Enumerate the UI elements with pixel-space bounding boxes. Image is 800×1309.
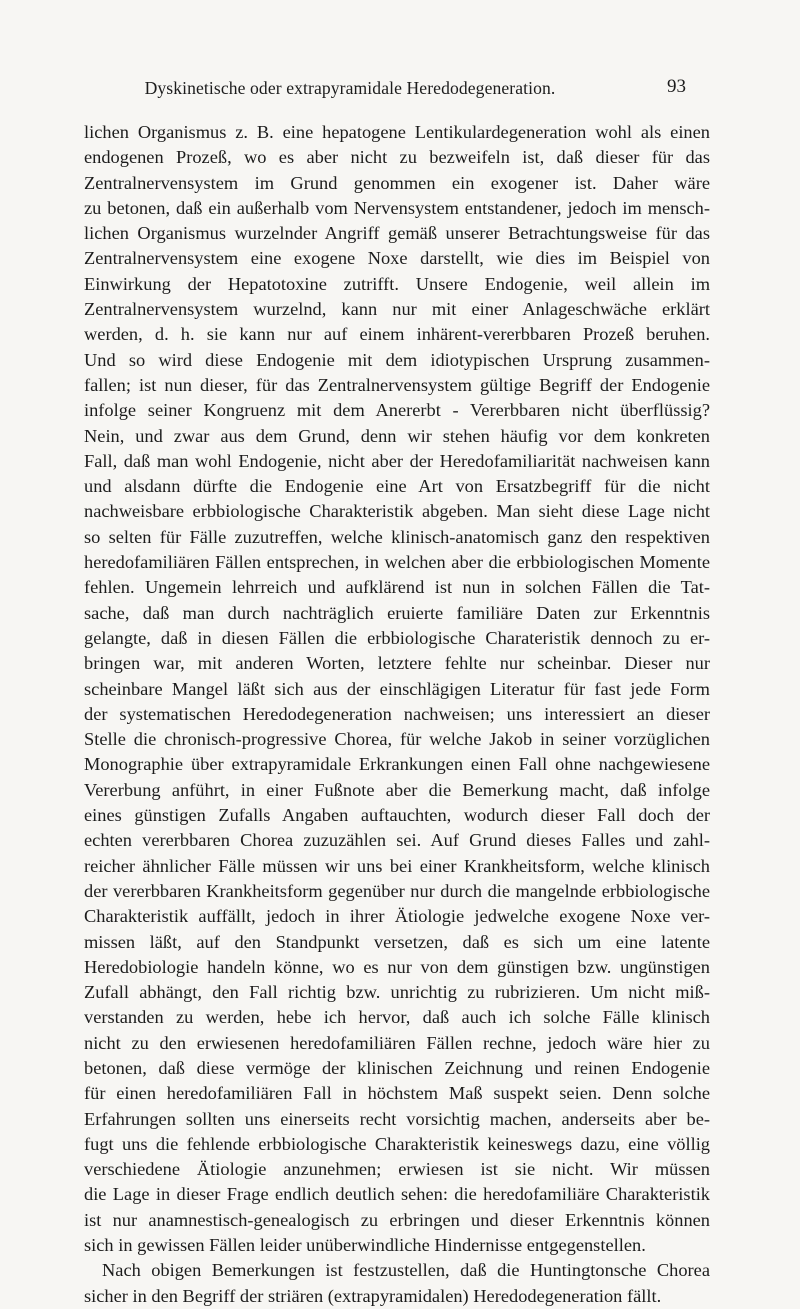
- text-line: eines günstigen Zufalls Angaben auftauchten, wodurch dieser Fall doch der: [84, 805, 710, 826]
- text-line: zu betonen, daß ein außerhalb vom Nervensystem entstandener, jedoch im mensch-: [84, 197, 710, 218]
- text-line: Zufall abhängt, den Fall richtig bzw. unrichtig zu rubrizieren. Um nicht miß-: [84, 982, 710, 1003]
- text-line: scheinbare Mangel läßt sich aus der einschlägigen Literatur für fast jede Form: [84, 678, 710, 699]
- text-line: Nach obigen Bemerkungen ist festzustellen, daß die Huntingtonsche Chorea: [102, 1260, 710, 1281]
- text-line: Monographie über extrapyramidale Erkrankungen einen Fall ohne nachgewiesene: [84, 754, 710, 775]
- text-line: lichen Organismus z. B. eine hepatogene Lentikulardegeneration wohl als einen: [84, 122, 710, 142]
- running-title: Dyskinetische oder extrapyramidale Heredodegeneration.: [144, 78, 556, 98]
- text-line: Einwirkung der Hepatotoxine zutrifft. Unsere Endogenie, weil allein im: [84, 273, 710, 294]
- text-line: lichen Organismus wurzelnder Angriff gemäß unserer Betrachtungsweise für das: [84, 223, 710, 244]
- text-line: Fall, daß man wohl Endogenie, nicht aber der Heredofamiliarität nachweisen kann: [84, 450, 710, 471]
- text-line: Charakteristik auffällt, jedoch in ihrer Ätiologie jedwelche exogene Noxe ver-: [84, 906, 710, 927]
- text-line: echten vererbbaren Chorea zuzuzählen sei. Auf Grund dieses Falles und zahl-: [84, 830, 710, 851]
- text-line: und alsdann dürfte die Endogenie eine Art von Ersatzbegriff für die nicht: [84, 476, 710, 497]
- text-line: Nein, und zwar aus dem Grund, denn wir stehen häufig vor dem konkreten: [84, 425, 710, 446]
- text-line: werden, d. h. sie kann nur auf einem inhärent-vererbbaren Prozeß beruhen.: [84, 324, 710, 345]
- text-line: verschiedene Ätiologie anzunehmen; erwiesen ist sie nicht. Wir müssen: [84, 1159, 710, 1180]
- text-line: fugt uns die fehlende erbbiologische Charakteristik keineswegs dazu, eine völlig: [84, 1133, 710, 1154]
- text-line: fallen; ist nun dieser, für das Zentralnervensystem gültige Begriff der Endogenie: [84, 374, 710, 395]
- text-line: der systematischen Heredodegeneration nachweisen; uns interessiert an dieser: [84, 703, 710, 724]
- text-line: die Lage in dieser Frage endlich deutlich sehen: die heredofamiliäre Charakteristik: [84, 1184, 710, 1205]
- text-line: gelangte, daß in diesen Fällen die erbbiologische Charateristik dennoch zu er-: [84, 627, 710, 648]
- text-line: bringen war, mit anderen Worten, letztere fehlte nur scheinbar. Dieser nur: [84, 653, 710, 674]
- text-line: infolge seiner Kongruenz mit dem Anererbt - Vererbbaren nicht überflüssig?: [84, 400, 710, 421]
- text-line: Heredobiologie handeln könne, wo es nur von dem günstigen bzw. ungünstigen: [84, 956, 710, 977]
- text-line: so selten für Fälle zuzutreffen, welche klinisch-anatomisch ganz den respektiven: [84, 526, 710, 547]
- text-line: reicher ähnlicher Fälle müssen wir uns bei einer Krankheitsform, welche klinisch: [84, 855, 710, 876]
- text-line: sich in gewissen Fällen leider unüberwindliche Hindernisse entgegenstellen.: [84, 1235, 646, 1256]
- text-line: Zentralnervensystem im Grund genommen ein exogener ist. Daher wäre: [84, 172, 710, 193]
- body-text: [84, 120, 710, 1309]
- text-line: betonen, daß diese vermöge der klinischen Zeichnung und reinen Endogenie: [84, 1057, 710, 1078]
- text-line: Und so wird diese Endogenie mit dem idiotypischen Ursprung zusammen-: [84, 349, 710, 370]
- text-line: sache, daß man durch nachträglich eruierte familiäre Daten zur Erkenntnis: [84, 602, 710, 623]
- text-line: Zentralnervensystem eine exogene Noxe darstellt, wie dies im Beispiel von: [84, 248, 710, 269]
- text-line: nachweisbare erbbiologische Charakteristik abgeben. Man sieht diese Lage nicht: [84, 501, 710, 522]
- text-line: Erfahrungen sollten uns einerseits recht vorsichtig machen, anderseits aber be-: [84, 1108, 710, 1129]
- text-line: für einen heredofamiliären Fall in höchstem Maß suspekt seien. Denn solche: [84, 1083, 710, 1104]
- text-line: ist nur anamnestisch-genealogisch zu erbringen und dieser Erkenntnis können: [84, 1209, 710, 1230]
- text-line: heredofamiliären Fällen entsprechen, in welchen aber die erbbiologischen Momente: [84, 552, 710, 573]
- page-number: 93: [667, 76, 686, 97]
- text-line: nicht zu den erwiesenen heredofamiliären Fällen rechne, jedoch wäre hier zu: [84, 1032, 710, 1053]
- text-line: sicher in den Begriff der striären (extrapyramidalen) Heredodegeneration fällt.: [84, 1285, 662, 1306]
- text-line: Zentralnervensystem wurzelnd, kann nur mit einer Anlageschwäche erklärt: [84, 299, 710, 320]
- text-line: der vererbbaren Krankheitsform gegenüber nur durch die mangelnde erbbiologische: [84, 880, 710, 901]
- text-line: Stelle die chronisch-progressive Chorea, für welche Jakob in seiner vorzüglichen: [84, 729, 710, 750]
- text-line: verstanden zu werden, hebe ich hervor, daß auch ich solche Fälle klinisch: [84, 1007, 710, 1028]
- text-line: fehlen. Ungemein lehrreich und aufklärend ist nun in solchen Fällen die Tat-: [84, 577, 710, 598]
- text-line: endogenen Prozeß, wo es aber nicht zu bezweifeln ist, daß dieser für das: [84, 147, 710, 168]
- text-line: missen läßt, auf den Standpunkt versetzen, daß es sich um eine latente: [84, 931, 710, 952]
- text-line: Vererbung anführt, in einer Fußnote aber die Bemerkung macht, daß infolge: [84, 779, 710, 800]
